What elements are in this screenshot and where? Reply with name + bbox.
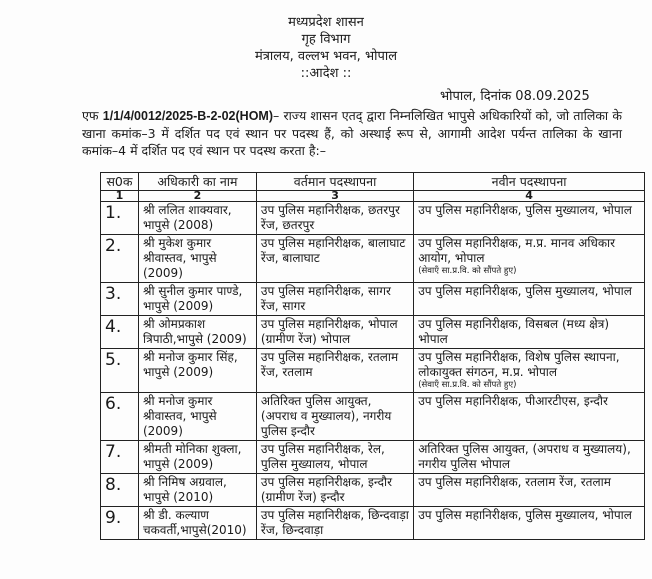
serial-number: [101, 316, 139, 349]
table-row: [101, 283, 645, 316]
officer-name: [138, 202, 256, 235]
serial-number-text: 3.: [105, 284, 122, 304]
serial-number-text: 8.: [105, 475, 122, 495]
new-posting: [414, 283, 645, 316]
new-posting-text: उप पुलिस महानिरीक्षक, पुलिस मुख्यालय, भोपाल: [418, 284, 632, 298]
new-posting: [414, 441, 645, 474]
column-number: 2: [138, 191, 256, 202]
new-posting: [414, 316, 645, 349]
current-posting: [256, 393, 413, 441]
current-posting: [256, 235, 413, 283]
officer-name-text: श्री डी. कल्याण चकवर्ती,भापुसे(2010): [142, 508, 247, 537]
order-text: – राज्य शासन एतद् द्वारा निम्नलिखित भापुसे अधिकारियों को, जो तालिका के खाना कमांक–3 में दर्शित पद एवं स्थान पर पदस्थ हैं, को अस्थाई रूप से, आगामी आदेश पर्यन्त तालिका के खाना कमांक–4 में दर्शित पद एवं स्थान पर पदस्थ करता है:–: [82, 108, 622, 158]
officer-name-text: श्री ललित शाक्यवार, भापुसे (2008): [142, 203, 232, 232]
current-posting: [256, 441, 413, 474]
new-posting-text: उप पुलिस महानिरीक्षक, पुलिस मुख्यालय, भोपाल: [418, 508, 632, 522]
current-posting: [256, 202, 413, 235]
new-posting-text: अतिरिक्त पुलिस आयुक्त, (अपराध व मुख्यालय), नगरीय पुलिस भोपाल: [418, 442, 631, 471]
header-new-posting: नवीन पदस्थापना: [414, 173, 645, 191]
serial-number-text: 4.: [105, 317, 122, 337]
table-row: [101, 393, 645, 441]
table-row: [101, 349, 645, 393]
order-number: 1/1/4/0012/2025-B-2-02(HOM): [102, 109, 273, 123]
officer-name: [138, 283, 256, 316]
posting-note: (सेवाएँ सा.प्र.वि. को सौंपते हुए): [418, 266, 517, 276]
serial-number: [101, 507, 139, 540]
serial-number: [101, 235, 139, 283]
serial-number: [101, 393, 139, 441]
order-paragraph: [82, 107, 622, 159]
current-posting-text: उप पुलिस महानिरीक्षक, छतरपुर रेंज, छतरपुर: [260, 203, 400, 232]
serial-number-text: 7.: [105, 442, 122, 462]
current-posting: [256, 283, 413, 316]
current-posting: [256, 349, 413, 393]
header-serial: स0क: [101, 173, 139, 191]
new-posting: [414, 393, 645, 441]
serial-number: [101, 474, 139, 507]
current-posting-text: उप पुलिस महानिरीक्षक, सागर रेंज, सागर: [260, 284, 391, 313]
officer-name: [138, 393, 256, 441]
posting-note: (सेवाएँ सा.प्र.वि. को सौंपते हुए): [418, 380, 517, 390]
current-posting: [256, 316, 413, 349]
officer-name: [138, 316, 256, 349]
table-row: [101, 202, 645, 235]
current-posting: [256, 507, 413, 540]
current-posting-text: उप पुलिस महानिरीक्षक, भोपाल (ग्रामीण रेंज) भोपाल: [260, 317, 398, 346]
column-number-row: [101, 191, 645, 202]
officer-name: [138, 235, 256, 283]
officer-name-text: श्री मनोज कुमार श्रीवास्तव, भापुसे (2009): [142, 394, 217, 438]
new-posting: [414, 474, 645, 507]
order-title: ::आदेश ::: [300, 66, 352, 81]
serial-number-text: 9.: [105, 508, 122, 528]
order-date: भोपाल, दिनांक 08.09.2025: [440, 89, 590, 104]
column-number: 1: [101, 191, 139, 202]
column-number: 4: [414, 191, 645, 202]
current-posting-text: उप पुलिस महानिरीक्षक, छिन्दवाड़ा रेंज, छिन्दवाड़ा: [260, 508, 409, 537]
new-posting: [414, 507, 645, 540]
serial-number-text: 2.: [105, 236, 122, 256]
new-posting: [414, 235, 645, 283]
current-posting-text: उप पुलिस महानिरीक्षक, इन्दौर (ग्रामीण रेंज) इन्दौर: [260, 475, 392, 504]
officer-name: [138, 474, 256, 507]
table-row: [101, 507, 645, 540]
new-posting-text: उप पुलिस महानिरीक्षक, म.प्र. मानव अधिकार आयोग, भोपाल: [418, 236, 616, 265]
officer-name-text: श्री मुकेश कुमार श्रीवास्तव, भापुसे (2009): [142, 236, 217, 280]
officer-name-text: श्री मनोज कुमार सिंह, भापुसे (2009): [142, 350, 238, 379]
new-posting-text: उप पुलिस महानिरीक्षक, विसबल (मध्य क्षेत्र) भोपाल: [418, 317, 610, 346]
new-posting-text: उप पुलिस महानिरीक्षक, रतलाम रेंज, रतलाम: [418, 475, 611, 489]
officer-name-text: श्री सुनील कुमार पाण्डे, भापुसे (2009): [142, 284, 243, 313]
serial-number-text: 1.: [105, 203, 122, 223]
current-posting-text: अतिरिक्त पुलिस आयुक्त, (अपराध व मुख्यालय), नगरीय पुलिस इन्दौर: [260, 394, 392, 438]
officer-name: [138, 441, 256, 474]
transfer-table: [100, 172, 645, 540]
serial-number: [101, 441, 139, 474]
table-row: [101, 235, 645, 283]
serial-number: [101, 202, 139, 235]
letterhead: [0, 14, 652, 82]
table-row: [101, 441, 645, 474]
current-posting-text: उप पुलिस महानिरीक्षक, बालाघाट रेंज, बालाघाट: [260, 236, 406, 265]
serial-number-text: 6.: [105, 394, 122, 414]
officer-name-text: श्रीमती मोनिका शुक्ला, भापुसे (2009): [142, 442, 242, 471]
new-posting-text: उप पुलिस महानिरीक्षक, पीआरटीएस, इन्दौर: [418, 394, 608, 408]
serial-number-text: 5.: [105, 350, 122, 370]
order-prefix: एफ: [82, 108, 99, 123]
officer-name-text: श्री ओमप्रकाश त्रिपाठी,भापुसे (2009): [142, 317, 247, 346]
current-posting-text: उप पुलिस महानिरीक्षक, रतलाम रेंज, रतलाम: [260, 350, 399, 379]
officer-name-text: श्री निमिष अग्रवाल, भापुसे (2010): [142, 475, 227, 504]
officer-name: [138, 507, 256, 540]
header-officer-name: अधिकारी का नाम: [138, 173, 256, 191]
new-posting-text: उप पुलिस महानिरीक्षक, पुलिस मुख्यालय, भोपाल: [418, 203, 632, 217]
department-name: गृह विभाग: [301, 32, 351, 47]
table-row: [101, 316, 645, 349]
new-posting: [414, 349, 645, 393]
serial-number: [101, 283, 139, 316]
serial-number: [101, 349, 139, 393]
table-header-row: [101, 173, 645, 191]
officer-name: [138, 349, 256, 393]
table-row: [101, 474, 645, 507]
column-number: 3: [256, 191, 413, 202]
government-name: मध्यप्रदेश शासन: [288, 15, 364, 30]
new-posting-text: उप पुलिस महानिरीक्षक, विशेष पुलिस स्थापना, लोकायुक्त संगठन, म.प्र. भोपाल: [418, 350, 620, 379]
header-current-posting: वर्तमान पदस्थापना: [256, 173, 413, 191]
new-posting: [414, 202, 645, 235]
office-address: मंत्रालय, वल्लभ भवन, भोपाल: [254, 49, 398, 64]
current-posting: [256, 474, 413, 507]
current-posting-text: उप पुलिस महानिरीक्षक, रेल, पुलिस मुख्यालय, भोपाल: [260, 442, 385, 471]
